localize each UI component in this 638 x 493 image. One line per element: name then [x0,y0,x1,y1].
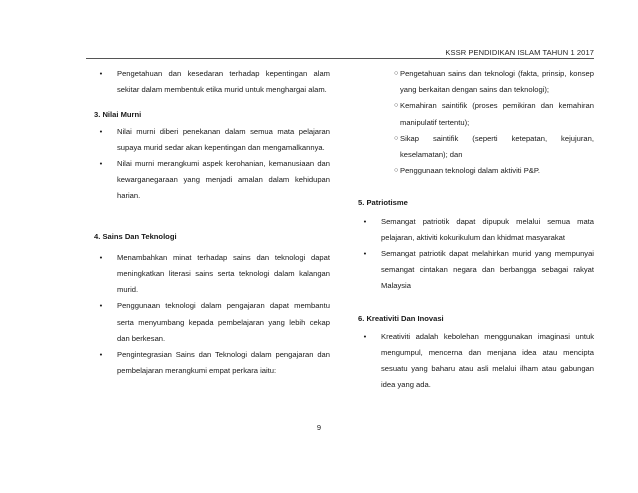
section-heading-4: 4. Sains Dan Teknologi [94,231,177,241]
circle-bullet-icon: ○ [394,70,399,77]
bullet-icon: • [363,331,367,341]
bullet-item [94,250,330,299]
bullet-icon: • [99,301,103,311]
bullet-text: Kreativiti adalah kebolehan menggunakan imaginasi untuk mengumpul, mencerna dan menjana idea atau mencipta sesuatu yang baharu atau asli melalui ilham atau gabungan idea yang ada. [381,331,594,390]
sub-bullet-text: Sikap saintifik (seperti ketepatan, kejujuran, keselamatan); dan [400,133,594,160]
bullet-icon: • [99,159,103,169]
bullet-item [94,347,330,379]
bullet-item [358,246,594,295]
bullet-text: Semangat patriotik dapat melahirkan murid yang mempunyai semangat cintakan negara dan berbangga sebagai rakyat Malaysia [381,249,594,291]
bullet-text: Penggunaan teknologi dalam pengajaran dapat membantu serta menyumbang kepada pembelajaran yang lebih cekap dan berkesan. [117,301,330,343]
bullet-text: Pengetahuan dan kesedaran terhadap kepentingan alam sekitar dalam membentuk etika murid untuk menghargai alam. [117,69,330,95]
bullet-icon: • [363,249,367,259]
sub-bullet-text: Penggunaan teknologi dalam aktiviti P&P. [400,166,541,176]
left-column [94,66,330,379]
bullet-item [94,298,330,347]
sub-bullet-text: Kemahiran saintifik (proses pemikiran dan kemahiran manipulatif tertentu); [400,101,594,127]
bullet-text: Nilai murni merangkumi aspek kerohanian, kemanusiaan dan kewarganegaraan yang menjadi amalan dalam kehidupan harian. [117,159,330,201]
circle-bullet-icon: ○ [394,102,399,110]
bullet-text: Menambahkan minat terhadap sains dan teknologi dapat meningkatkan literasi sains serta teknologi dalam kalangan murid. [117,252,330,295]
bullet-icon: • [99,252,103,262]
bullet-icon: • [99,69,103,78]
bullet-icon: • [363,216,367,226]
circle-bullet-icon: ○ [394,167,399,175]
sub-bullet-item [358,163,594,179]
circle-bullet-icon: ○ [394,134,399,142]
bullet-item [94,124,330,156]
bullet-item [94,66,330,98]
section-heading-3: 3. Nilai Murni [94,110,142,120]
bullet-item [94,156,330,205]
bullet-item [358,329,594,394]
bullet-icon: • [99,126,103,136]
sub-bullet-text: Pengetahuan sains dan teknologi (fakta, prinsip, konsep yang berkaitan dengan sains dan teknologi); [400,69,594,95]
sub-bullet-item [358,66,594,98]
bullet-item [358,214,594,246]
bullet-icon: • [99,350,103,360]
page-number: 9 [316,423,322,432]
right-column [358,66,594,394]
section-heading-6: 6. Kreativiti Dan Inovasi [358,313,444,323]
bullet-text: Pengintegrasian Sains dan Teknologi dalam pengajaran dan pembelajaran merangkumi empat perkara iaitu: [117,350,330,376]
sub-bullet-item [358,98,594,130]
sub-bullet-item [358,131,594,163]
section-heading-5: 5. Patriotisme [358,198,408,208]
header-rule [86,58,594,59]
bullet-text: Nilai murni diberi penekanan dalam semua mata pelajaran supaya murid sedar akan kepentingan dan mengamalkannya. [117,126,330,152]
running-header: KSSR PENDIDIKAN ISLAM TAHUN 1 2017 [445,48,594,57]
bullet-text: Semangat patriotik dapat dipupuk melalui semua mata pelajaran, aktiviti kokurikulum dan khidmat masyarakat [381,216,594,242]
